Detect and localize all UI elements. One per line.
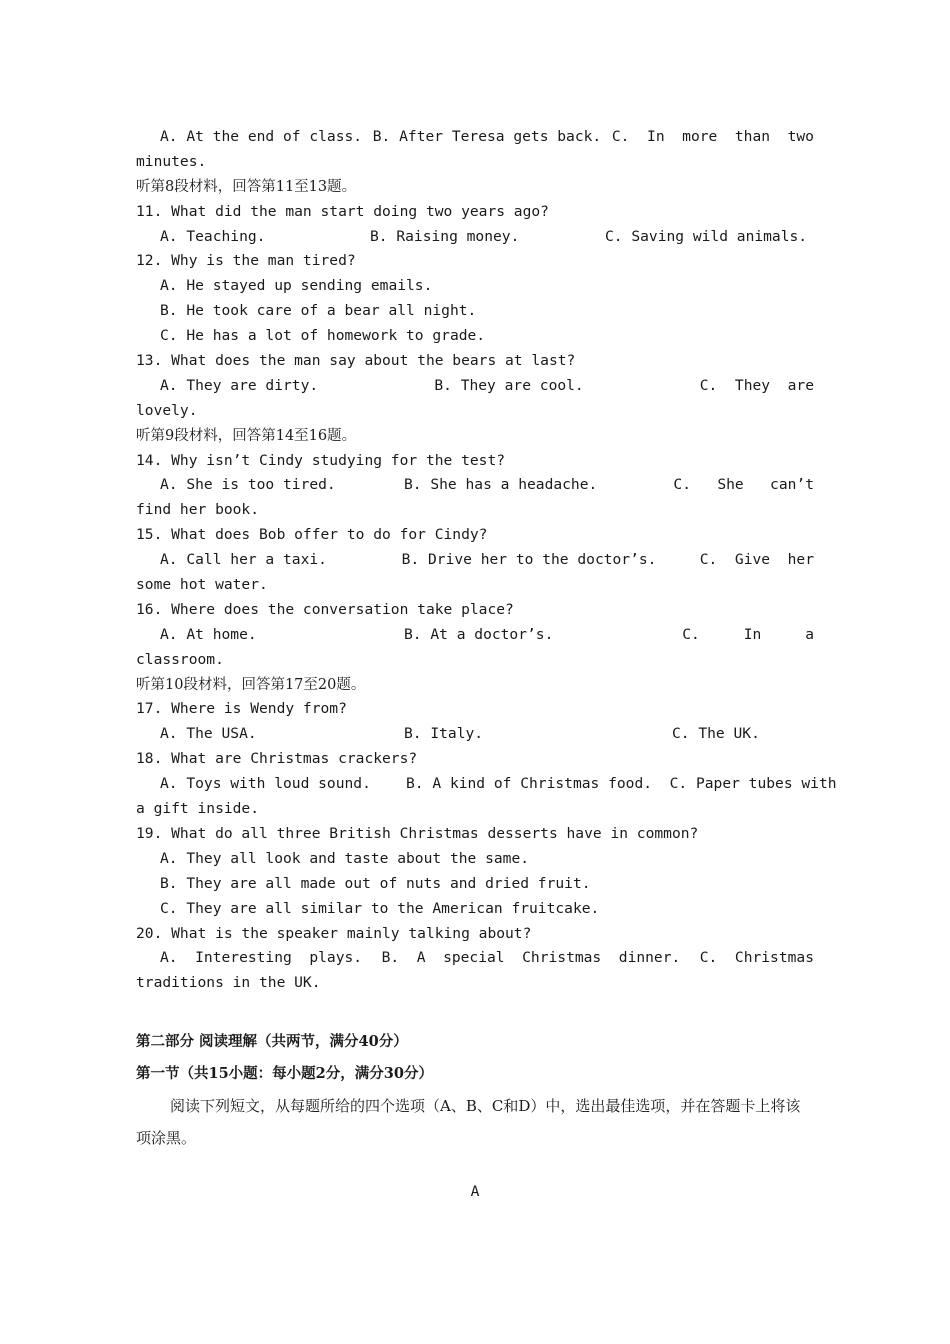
q10-option-a: A. At the end of class.	[160, 128, 363, 145]
q10-options	[136, 125, 814, 150]
q11-options	[136, 225, 814, 250]
q11-option-a: A. Teaching.	[160, 227, 266, 245]
segment-8-heading: 听第8段材料，回答第11至13题。	[136, 178, 357, 195]
q20-options-cont: traditions in the UK.	[136, 974, 321, 992]
q16-option-a: A. At home.	[160, 625, 257, 643]
instruction-text: 阅读下列短文，从每题所给的四个选项（A、B、C和D）中，选出最佳选项，并在答题卡上将该项涂黑。	[136, 1097, 801, 1148]
q18-options-cont: a gift inside.	[136, 800, 260, 818]
q17-option-b: B. Italy.	[404, 725, 484, 743]
q20-option-b: B. A special Christmas dinner.	[381, 949, 681, 967]
q13-options	[136, 374, 814, 399]
q14-option-c-cont: find her book.	[136, 501, 260, 519]
q15-options	[136, 548, 814, 573]
q15-option-c: C. Give her	[699, 551, 814, 569]
q19-option-b: B. They are all made out of nuts and dried fruit.	[160, 874, 591, 892]
q18-stem: 18. What are Christmas crackers?	[136, 750, 418, 768]
section-1-heading: 第一节（共15小题：每小题2分，满分30分）	[136, 1065, 433, 1083]
q11-stem: 11. What did the man start doing two years ago?	[136, 202, 549, 220]
q16-option-c: C. In a	[682, 625, 814, 643]
q19-option-c: C. They are all similar to the American fruitcake.	[160, 899, 600, 917]
exam-page	[136, 125, 837, 1205]
q20-option-a: A. Interesting plays.	[160, 949, 363, 967]
q19-stem: 19. What do all three British Christmas desserts have in common?	[136, 824, 699, 842]
q10-option-b: B. After Teresa gets back.	[372, 128, 602, 145]
q13-option-c-cont: lovely.	[136, 401, 198, 419]
q17-option-a: A. The USA.	[160, 725, 257, 743]
q20-stem: 20. What is the speaker mainly talking about?	[136, 924, 532, 942]
q14-option-b: B. She has a headache.	[404, 476, 598, 494]
q14-option-a: A. She is too tired.	[160, 476, 336, 494]
q10-option-c: C. In more than two	[611, 128, 814, 145]
q11-option-c: C. Saving wild animals.	[605, 227, 808, 245]
part-2-heading: 第二部分 阅读理解（共两节，满分40分）	[136, 1033, 408, 1051]
q20-options	[136, 946, 814, 971]
q12-option-a: A. He stayed up sending emails.	[160, 277, 433, 295]
q15-option-c-cont: some hot water.	[136, 576, 268, 594]
q13-option-b: B. They are cool.	[434, 376, 584, 394]
q15-stem: 15. What does Bob offer to do for Cindy?	[136, 526, 488, 544]
q13-stem: 13. What does the man say about the bears at last?	[136, 352, 576, 370]
q14-options	[136, 473, 814, 498]
q17-options	[136, 722, 814, 747]
segment-10-heading: 听第10段材料，回答第17至20题。	[136, 676, 366, 693]
q14-stem: 14. Why isn’t Cindy studying for the test?	[136, 451, 506, 469]
q12-option-c: C. He has a lot of homework to grade.	[160, 327, 486, 345]
q12-stem: 12. Why is the man tired?	[136, 252, 356, 270]
q12-option-b: B. He took care of a bear all night.	[160, 302, 477, 320]
segment-9-heading: 听第9段材料，回答第14至16题。	[136, 427, 357, 444]
q14-option-c: C. She can’t	[673, 476, 814, 494]
q17-option-c: C. The UK.	[672, 725, 760, 743]
q16-option-c-cont: classroom.	[136, 650, 224, 668]
q15-option-a: A. Call her a taxi.	[160, 551, 327, 569]
q16-option-b: B. At a doctor’s.	[404, 625, 554, 643]
q17-stem: 17. Where is Wendy from?	[136, 700, 347, 718]
passage-label: A	[470, 1183, 480, 1201]
q20-option-c: C. Christmas	[699, 949, 814, 967]
q19-option-a: A. They all look and taste about the same.	[160, 849, 530, 867]
q11-option-b: B. Raising money.	[370, 227, 520, 245]
q15-option-b: B. Drive her to the doctor’s.	[401, 551, 657, 569]
q13-option-a: A. They are dirty.	[160, 376, 319, 394]
q16-stem: 16. Where does the conversation take place?	[136, 600, 514, 618]
q13-option-c: C. They are	[699, 376, 814, 394]
q16-options	[136, 623, 814, 648]
q10-option-c-cont: minutes.	[136, 152, 207, 170]
q18-options: A. Toys with loud sound. B. A kind of Christmas food. C. Paper tubes with	[160, 775, 837, 793]
